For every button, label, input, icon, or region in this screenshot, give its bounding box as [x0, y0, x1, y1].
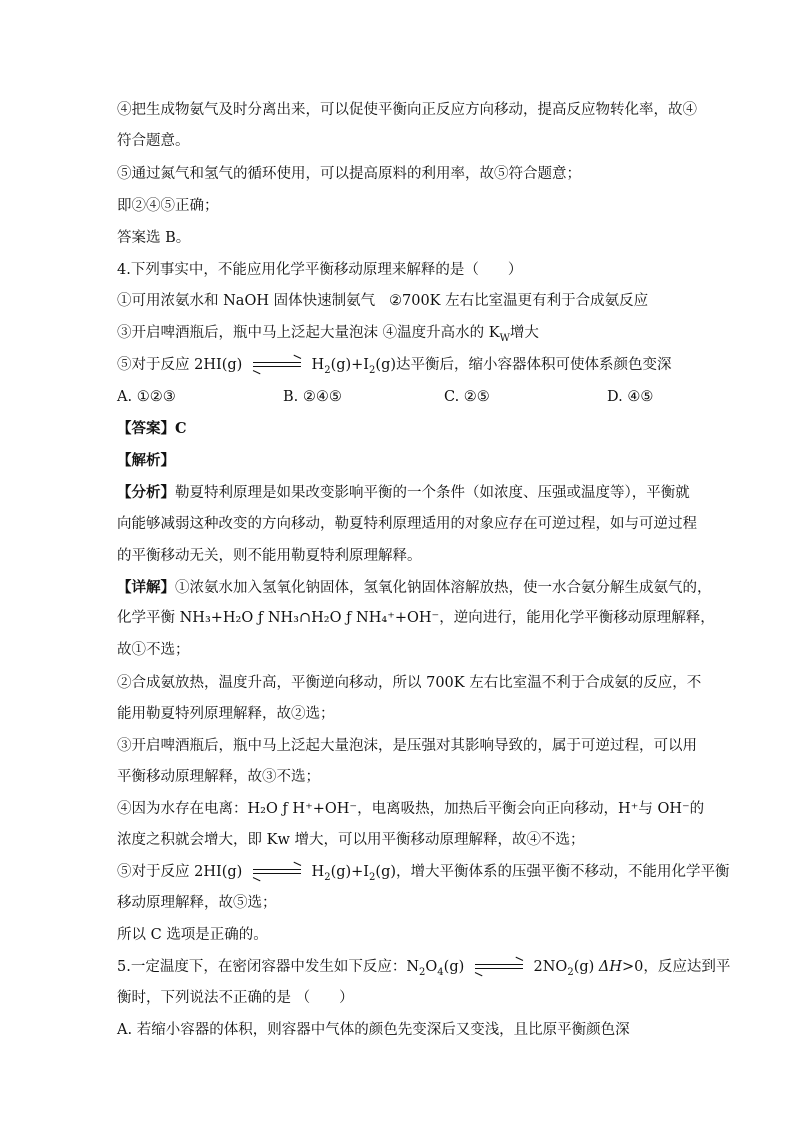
item-text: O — [425, 959, 438, 975]
item-text: ⑤对于反应 2HI(g) — [117, 864, 243, 880]
subscript: 2 — [419, 966, 426, 978]
item-text: (g)达平衡后，缩小容器体积可使体系颜色变深 — [375, 357, 672, 373]
detail-text: 移动原理解释，故⑤选； — [117, 895, 277, 911]
item-text: ③开启啤酒瓶后，瓶中马上泛起大量泡沫 ④温度升高水的 K — [117, 325, 500, 341]
item-text: >0，反应达到平 — [622, 959, 731, 975]
option-d: D. ④⑤ — [607, 389, 654, 405]
text-line: ④把生成物氨气及时分离出来，可以促使平衡向正反应方向移动，提高反应物转化率，故④ — [117, 102, 697, 118]
question-5-stem: 衡时，下列说法不正确的是 （ ） — [117, 990, 354, 1006]
item-text: 增大 — [509, 325, 539, 341]
analysis-text: 的平衡移动无关，则不能用勒夏特利原理解释。 — [117, 548, 422, 564]
item-text: (g)，增大平衡体系的压强平衡不移动，不能用化学平衡 — [375, 864, 730, 880]
detail-text: ③开启啤酒瓶后，瓶中马上泛起大量泡沫，是压强对其影响导致的，属于可逆过程，可以用 — [117, 738, 697, 754]
item-text: (g) — [573, 959, 599, 975]
detail-text: 能用勒夏特列原理解释，故②选； — [117, 706, 335, 722]
analysis-text — [117, 483, 690, 503]
detail-text: 故①不选； — [117, 642, 190, 658]
subscript: 2 — [324, 871, 331, 883]
subscript: W — [499, 332, 510, 344]
answer-label: 【答案】C — [117, 420, 187, 437]
section-text: 勒夏特利原理是如果改变影响平衡的一个条件（如浓度、压强或温度等），平衡就 — [175, 485, 690, 501]
subscript: 2 — [324, 364, 331, 376]
question-4-stem: 4.下列事实中，不能应用化学平衡移动原理来解释的是（ ） — [117, 262, 523, 278]
detail-text — [117, 578, 712, 598]
equilibrium-arrow-icon — [253, 360, 301, 370]
item-text: 2NO — [533, 959, 568, 975]
equilibrium-arrow-icon — [253, 867, 301, 877]
question-4-item-2: ②700K 左右比室温更有利于合成氨反应 — [389, 293, 649, 309]
item-text: ⑤对于反应 2HI(g) — [117, 357, 243, 373]
section-label: 【详解】 — [117, 579, 175, 596]
item-text: H — [311, 357, 325, 373]
option-c: C. ②⑤ — [444, 389, 490, 405]
subscript: 2 — [369, 871, 376, 883]
section-text: ①浓氨水加入氢氧化钠固体，氢氧化钠固体溶解放热，使一水合氨分解生成氨气的， — [175, 580, 712, 596]
question-4-item-1: ①可用浓氨水和 NaOH 固体快速制氨气 — [117, 293, 376, 309]
text-line: ⑤通过氮气和氢气的循环使用，可以提高原料的利用率，故⑤符合题意； — [117, 166, 581, 182]
detail-text: ②合成氨放热，温度升高，平衡逆向移动，所以 700K 左右比室温不利于合成氨的反应，不 — [117, 675, 702, 691]
question-4-item-3-4 — [117, 323, 539, 349]
analysis-text: 向能够减弱这种改变的方向移动，勒夏特利原理适用的对象应存在可逆过程，如与可逆过程 — [117, 516, 697, 532]
equilibrium-arrow-icon — [475, 962, 523, 972]
detail-text: 浓度之积就会增大，即 Kw 增大，可以用平衡移动原理解释，故④不选； — [117, 832, 585, 848]
item-text: (g) — [443, 959, 465, 975]
question-5-stem — [117, 957, 730, 983]
conclusion-text: 所以 C 选项是正确的。 — [117, 927, 268, 943]
text-line: 答案选 B。 — [117, 230, 191, 246]
item-text: (g)+I — [330, 864, 370, 880]
question-4-item-5 — [117, 355, 672, 381]
subscript: 2 — [369, 364, 376, 376]
text-line: 即②④⑤正确； — [117, 198, 219, 214]
detail-text: ④因为水存在电离：H₂O ƒ H⁺+OH⁻，电离吸热，加热后平衡会向正向移动，H⁺与 OH⁻的 — [117, 801, 705, 817]
question-5-option-a: A. 若缩小容器的体积，则容器中气体的颜色先变深后又变浅，且比原平衡颜色深 — [117, 1022, 630, 1038]
subscript: 2 — [567, 966, 574, 978]
section-label: 【分析】 — [117, 484, 175, 501]
analysis-heading: 【解析】 — [117, 452, 175, 469]
item-text: 5.一定温度下，在密闭容器中发生如下反应：N — [117, 959, 420, 975]
detail-text — [117, 862, 730, 888]
detail-text: 平衡移动原理解释，故③不选； — [117, 769, 320, 785]
item-text: H — [311, 864, 325, 880]
option-b: B. ②④⑤ — [283, 389, 342, 405]
item-text: ΔH — [598, 959, 623, 975]
detail-text: 化学平衡 NH₃+H₂O ƒ NH₃∩H₂O ƒ NH₄⁺+OH⁻，逆向进行，能用化学平衡移动原理解释， — [117, 610, 715, 626]
subscript: 4 — [437, 966, 444, 978]
option-a: A. ①②③ — [117, 389, 176, 405]
text-line: 符合题意。 — [117, 133, 190, 149]
item-text: (g)+I — [330, 357, 370, 373]
